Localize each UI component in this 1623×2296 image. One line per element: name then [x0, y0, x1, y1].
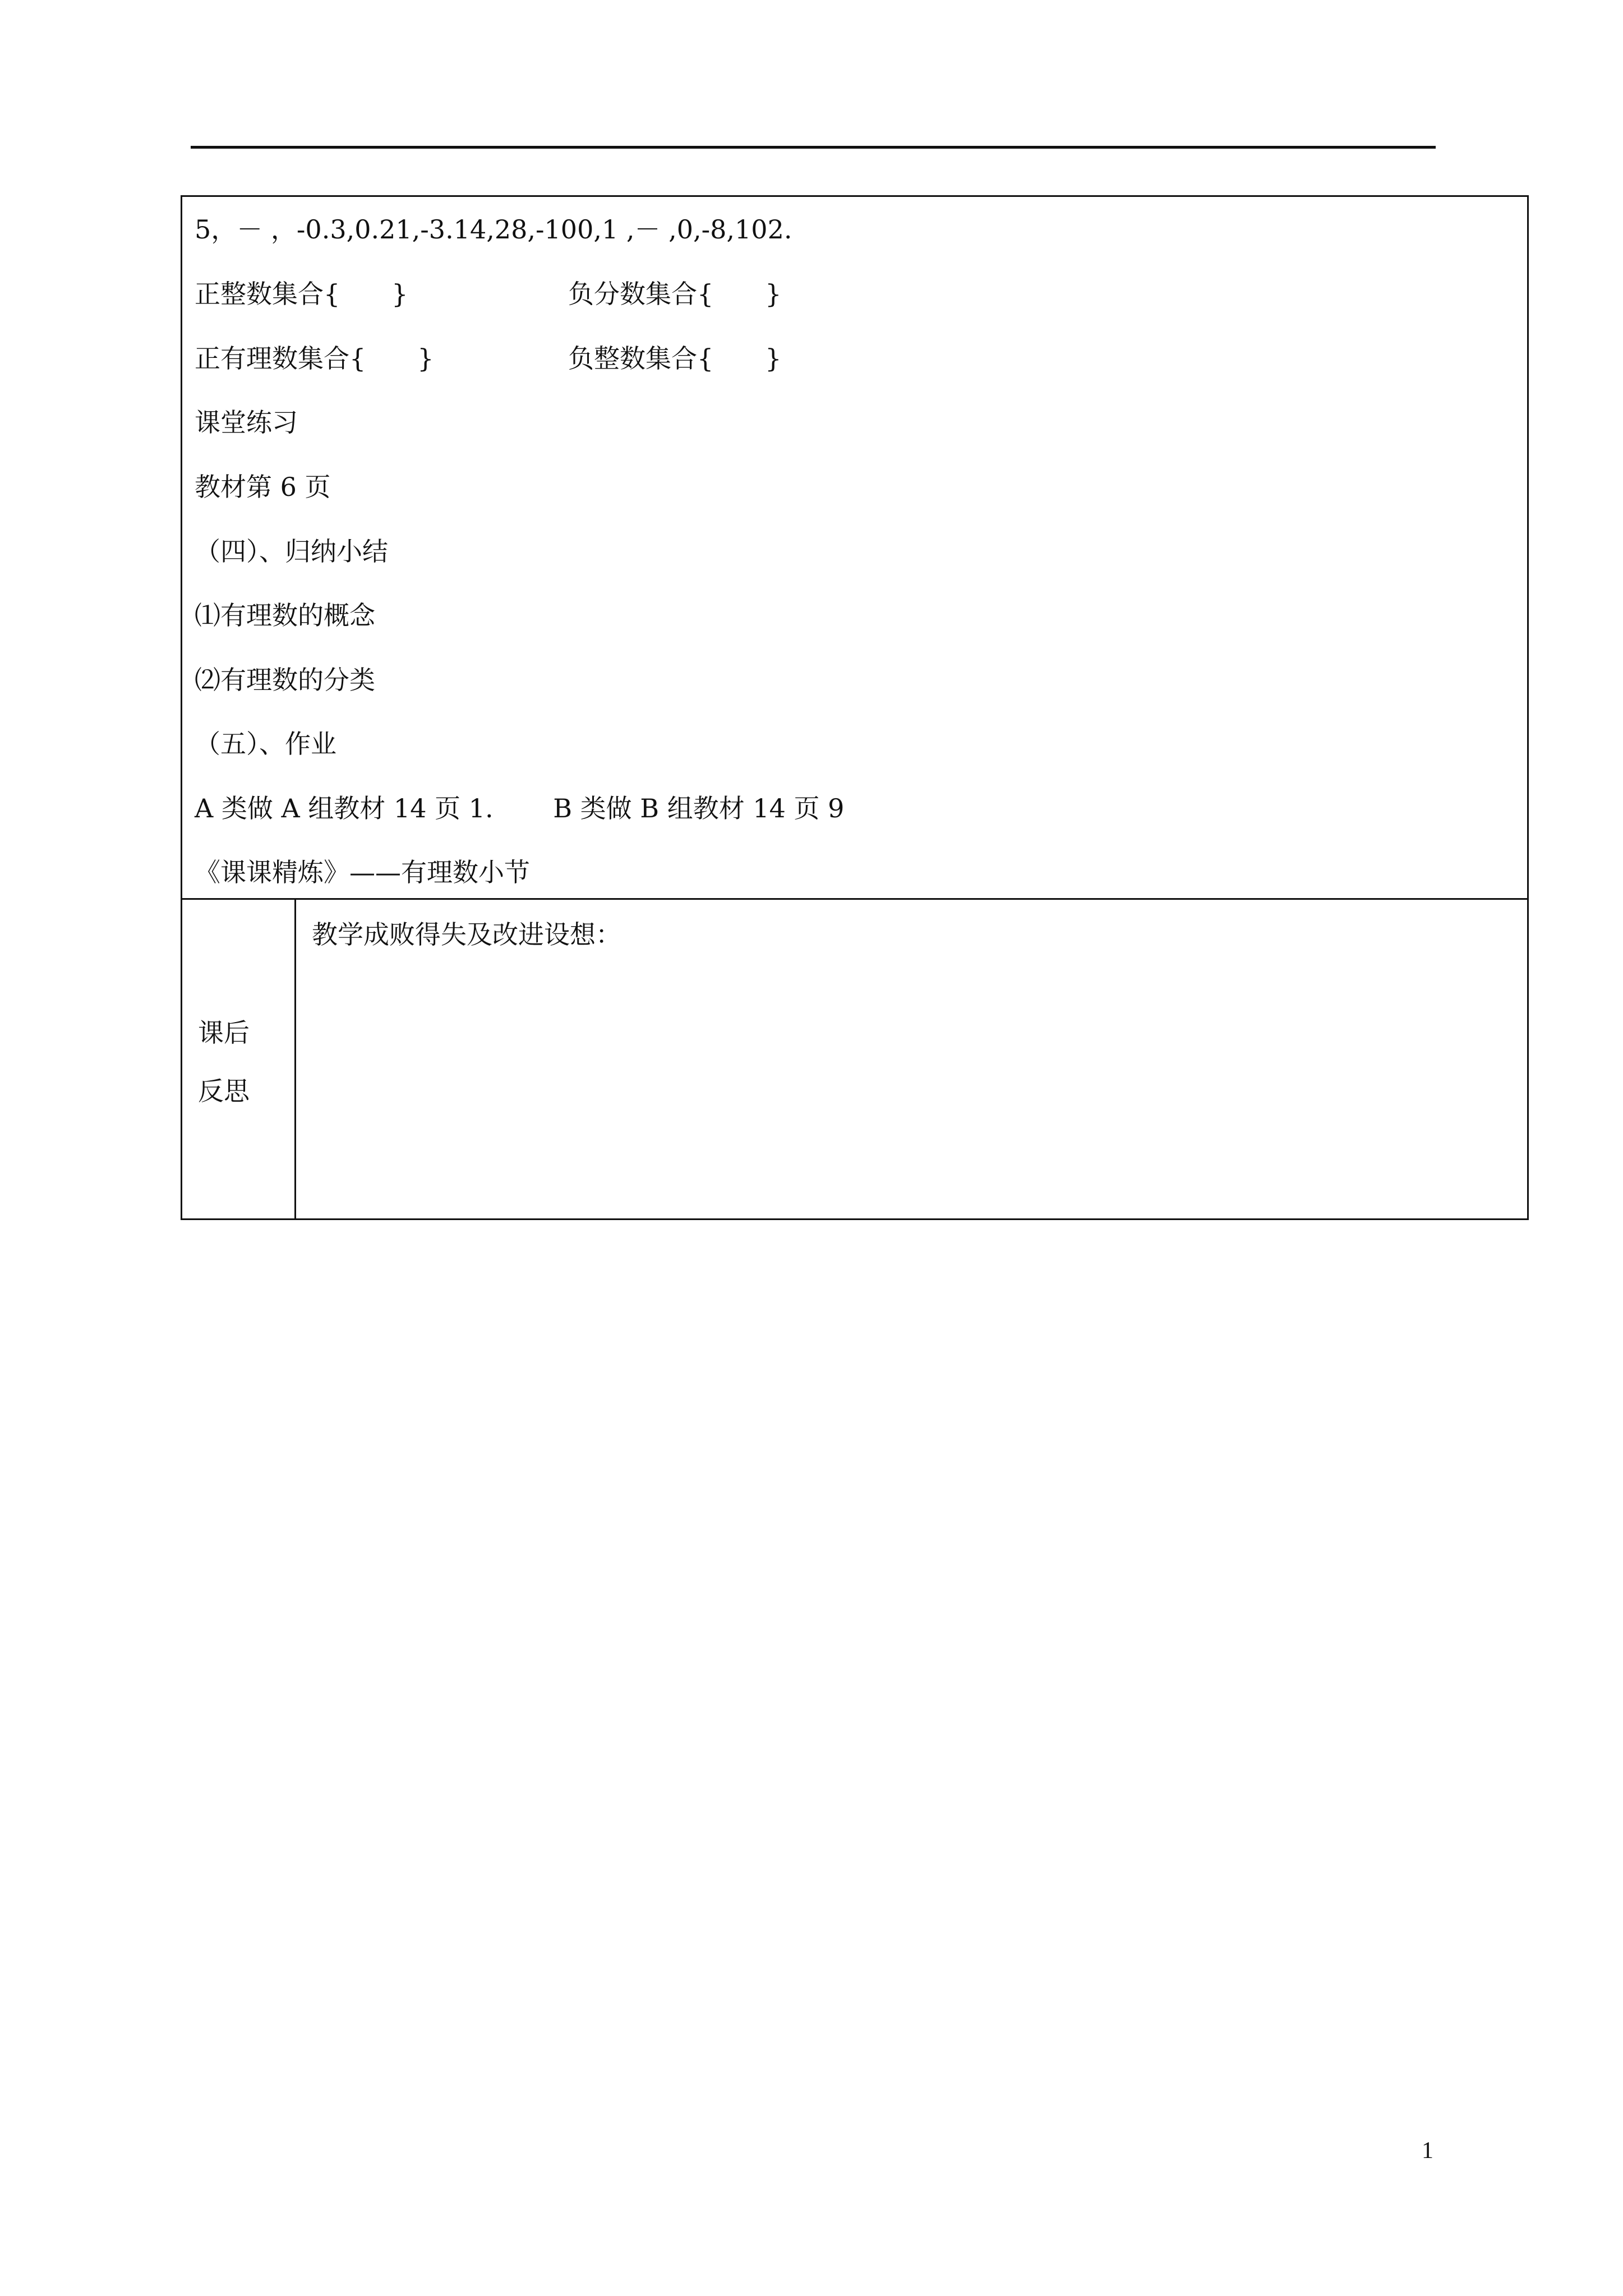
- reflection-label-line-2: 反思: [198, 1076, 250, 1106]
- reflection-row: [181, 898, 1529, 1220]
- summary-heading: （四）、归纳小结: [195, 536, 388, 567]
- classroom-practice-heading: 课堂练习: [195, 407, 298, 438]
- reflection-label-line-1: 课后: [198, 1018, 250, 1048]
- reflection-prompt: 教学成败得失及改进设想：: [312, 919, 621, 950]
- homework-line-1: A 类做 A 组教材 14 页 1. B 类做 B 组教材 14 页 9: [195, 793, 845, 823]
- column-divider: [294, 900, 296, 1218]
- page-number: 1: [1422, 2138, 1433, 2164]
- header-rule: [191, 146, 1436, 149]
- classroom-practice-text: 教材第 6 页: [195, 472, 331, 502]
- homework-heading: （五）、作业: [195, 729, 336, 759]
- positive-integer-set: 正整数集合{ }: [195, 279, 408, 309]
- negative-integer-set: 负整数集合{ }: [568, 343, 782, 374]
- summary-item-2: ⑵有理数的分类: [195, 665, 375, 695]
- numbers-line: 5，－ ，-0.3,0.21,-3.14,28,-100,1 ,－ ,0,-8,102.: [195, 214, 792, 245]
- negative-fraction-set: 负分数集合{ }: [568, 279, 782, 309]
- positive-rational-set: 正有理数集合{ }: [195, 343, 434, 374]
- summary-item-1: ⑴有理数的概念: [195, 600, 375, 631]
- lesson-content-cell: [181, 195, 1529, 900]
- homework-line-2: 《课课精炼》——有理数小节: [195, 857, 530, 887]
